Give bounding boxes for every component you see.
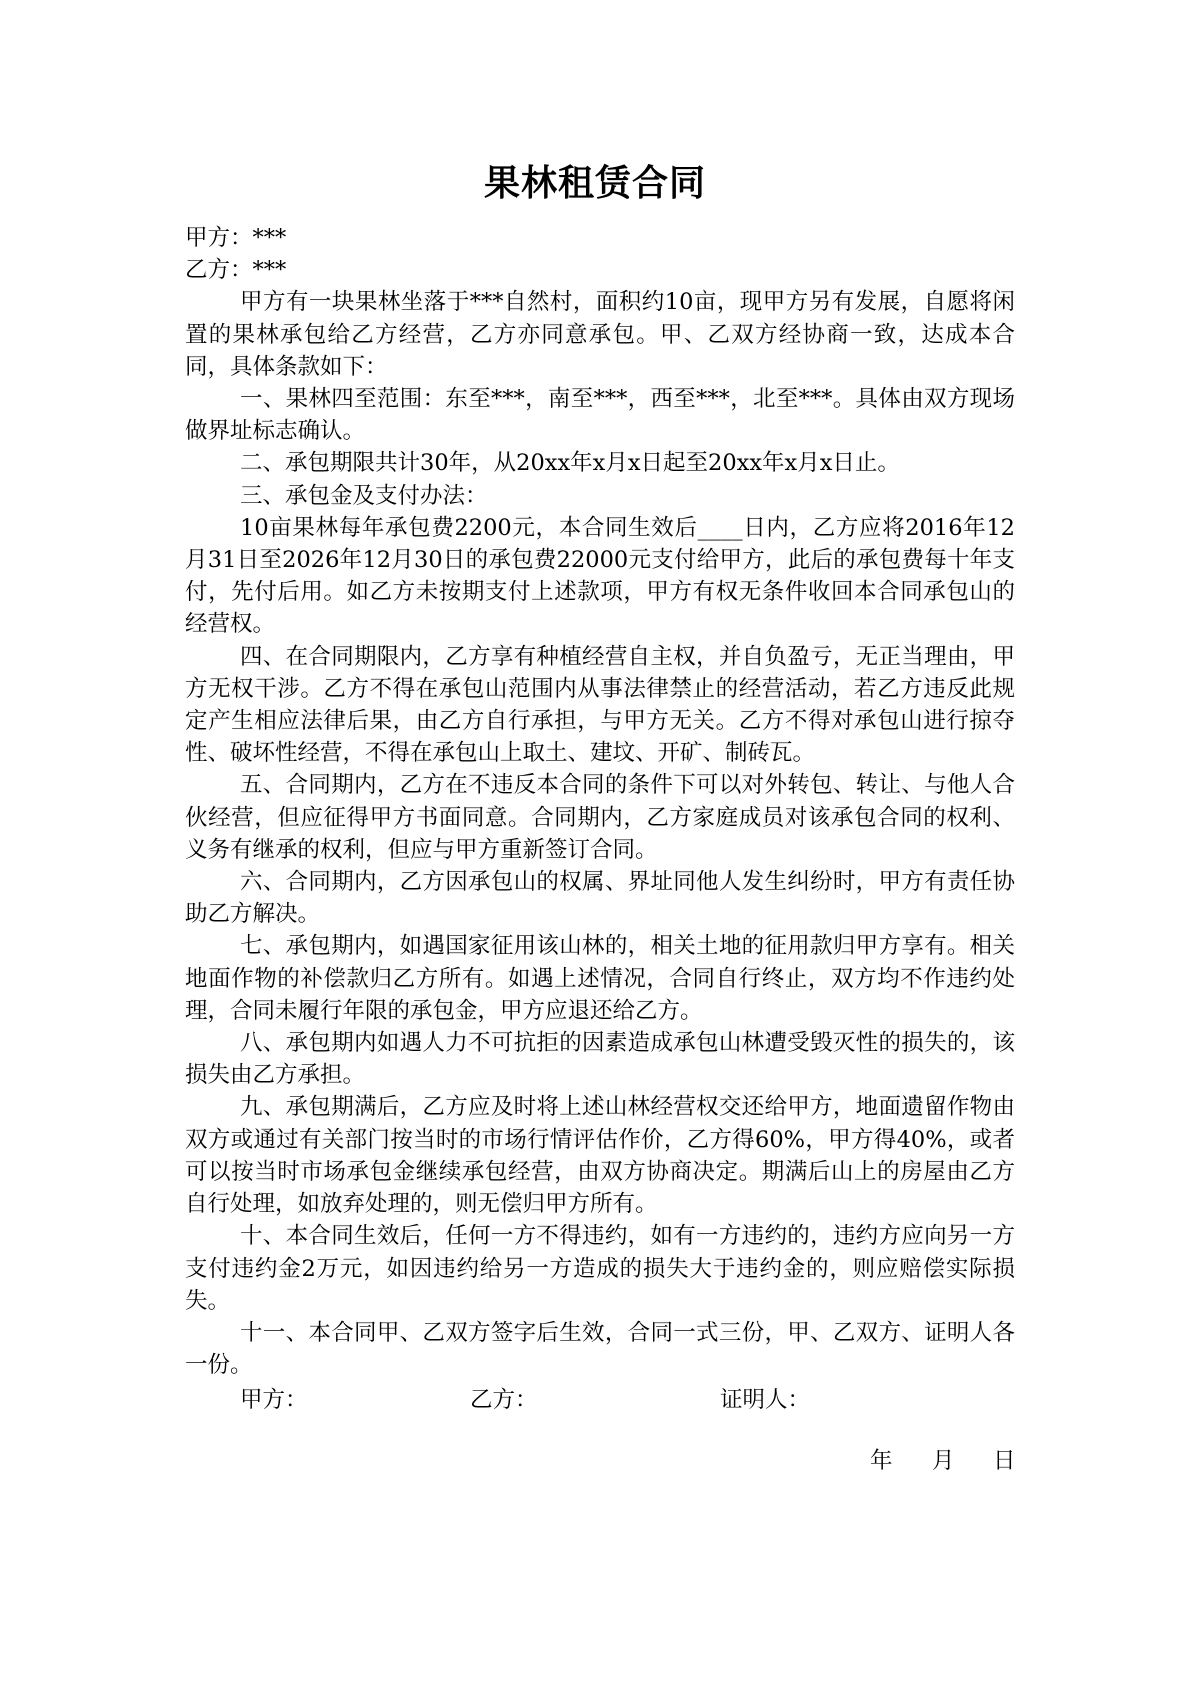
party-b-line: 乙方：*** [185,257,287,284]
clause-2-term: 二、承包期限共计30年，从20xx年x月x日起至20xx年x月x日止。 [240,450,900,477]
date-month-label: 月 [932,1448,955,1474]
witness-signature-label: 证明人： [720,1387,811,1413]
contract-body [185,222,1015,1381]
clause-8-force-majeure: 八、承包期内如遇人力不可抗拒的因素造成承包山林遭受毁灭性的损失的，该损失由乙方承担。 [185,1030,1015,1089]
party-a-line: 甲方：*** [185,225,287,251]
party-b-signature-label: 乙方： [470,1387,538,1413]
document-title: 果林租赁合同 [483,163,706,204]
preamble-paragraph: 甲方有一块果林坐落于***自然村，面积约10亩，现甲方另有发展，自愿将闲置的果林承包给乙方经营，乙方亦同意承包。甲、乙双方经协商一致，达成本合同，具体条款如下： [185,289,1015,380]
clause-3-heading: 三、承包金及支付办法： [240,482,488,509]
clause-4-autonomy: 四、在合同期限内，乙方享有种植经营自主权，并自负盈亏，无正当理由，甲方无权干涉。乙方不得在承包山范围内从事法律禁止的经营活动，若乙方违反此规定产生相应法律后果，由乙方自行承担，与甲方无关。乙方不得对承包山进行掠夺性、破坏性经营，不得在承包山上取土、建坟、开矿、制砖瓦。 [185,643,1015,767]
clause-3-payment-details: 10亩果林每年承包费2200元，本合同生效后____日内，乙方应将2016年12月31日至2026年12月30日的承包费22000元支付给甲方，此后的承包费每十年支付，先付后用。如乙方未按期支付上述款项，甲方有权无条件收回本合同承包山的经营权。 [185,514,1015,638]
clause-7-expropriation: 七、承包期内，如遇国家征用该山林的，相关土地的征用款归甲方享有。相关地面作物的补偿款归乙方所有。如遇上述情况，合同自行终止，双方均不作违约处理，合同未履行年限的承包金，甲方应退还给乙方。 [185,933,1015,1024]
clause-10-breach: 十、本合同生效后，任何一方不得违约，如有一方违约的，违约方应向另一方支付违约金2万元，如因违约给另一方造成的损失大于违约金的，则应赔偿实际损失。 [185,1223,1015,1314]
clause-11-effect: 十一、本合同甲、乙双方签字后生效，合同一式三份，甲、乙双方、证明人各一份。 [185,1319,1015,1379]
date-day-label: 日 [993,1448,1016,1474]
date-year-label: 年 [870,1448,893,1474]
clause-9-expiry: 九、承包期满后，乙方应及时将上述山林经营权交还给甲方，地面遗留作物由双方或通过有关部门按当时的市场行情评估作价，乙方得60%，甲方得40%，或者可以按当时市场承包金继续承包经营，由双方协商决定。期满后山上的房屋由乙方自行处理，如放弃处理的，则无偿归甲方所有。 [185,1094,1015,1218]
clause-5-subcontracting: 五、合同期内，乙方在不违反本合同的条件下可以对外转包、转让、与他人合伙经营，但应征得甲方书面同意。合同期内，乙方家庭成员对该承包合同的权利、义务有继承的权利，但应与甲方重新签订合同。 [185,772,1015,863]
party-a-signature-label: 甲方： [240,1387,308,1413]
signature-row [0,1383,1190,1417]
clause-1-boundaries: 一、果林四至范围：东至***，南至***，西至***，北至***。具体由双方现场做界址标志确认。 [185,386,1015,445]
clause-6-disputes: 六、合同期内，乙方因承包山的权属、界址同他人发生纠纷时，甲方有责任协助乙方解决。 [185,869,1015,928]
